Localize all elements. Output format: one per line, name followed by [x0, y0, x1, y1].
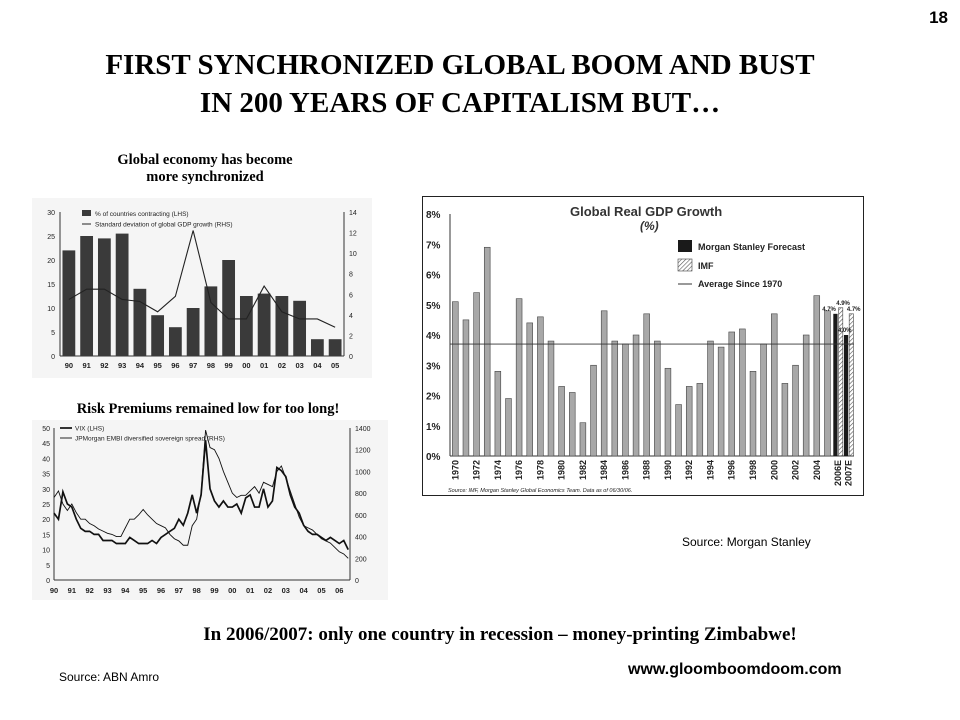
bottom-statement: In 2006/2007: only one country in recession – money-printing Zimbabwe! — [203, 624, 797, 645]
y-tick-label: 0 — [51, 354, 55, 361]
bar-contracting — [258, 294, 271, 356]
x-tick-label: 1998 — [748, 460, 758, 481]
bar-actual-1983 — [591, 365, 597, 456]
bar-actual-1971 — [463, 320, 469, 456]
x-tick-label: 01 — [245, 586, 255, 595]
line-embi-spread — [54, 430, 348, 558]
legend-label-ms-forecast: Morgan Stanley Forecast — [698, 242, 806, 252]
x-tick-label: 05 — [317, 586, 326, 595]
legend-swatch-ms-forecast — [678, 240, 692, 252]
risk-premium-chart — [32, 420, 388, 600]
x-tick-label: 1974 — [492, 460, 503, 481]
legend-label-std-deviation: Standard deviation of global GDP growth (RHS) — [95, 221, 233, 229]
y-tick-label: 15 — [47, 282, 55, 289]
source-abn-amro: Source: ABN Amro — [59, 670, 160, 684]
bar-actual-2000 — [771, 314, 777, 456]
page-number: 18 — [929, 8, 948, 27]
x-tick-label: 95 — [153, 361, 162, 370]
x-tick-label: 97 — [188, 361, 198, 370]
x-tick-label: 90 — [49, 586, 59, 595]
bar-actual-2003 — [803, 335, 809, 456]
bar-actual-1972 — [474, 293, 480, 456]
y-right-tick-label: 1000 — [355, 469, 371, 477]
y-right-tick-label: 0 — [355, 578, 359, 585]
bar-actual-1988 — [644, 314, 650, 456]
y-tick-label: 50 — [42, 426, 50, 433]
x-tick-label: 94 — [121, 586, 130, 595]
legend-swatch-contracting — [82, 210, 91, 216]
x-tick-label: 04 — [313, 361, 322, 370]
x-tick-label: 04 — [299, 586, 308, 595]
bar-contracting — [98, 238, 111, 356]
y-right-tick-label: 200 — [355, 556, 367, 564]
x-tick-label: 1970 — [450, 460, 461, 481]
y-tick-label: 15 — [42, 532, 50, 540]
x-tick-label: 1982 — [577, 460, 588, 481]
chart-subtitle: (%) — [640, 219, 659, 233]
bar-actual-1986 — [622, 344, 628, 456]
x-tick-label: 03 — [295, 361, 304, 370]
bar-ms-forecast-2006E — [833, 314, 837, 456]
chart-title: Global Real GDP Growth — [570, 204, 723, 219]
contracting-countries-chart — [32, 198, 372, 378]
x-tick-label: 98 — [206, 361, 216, 370]
y-tick-label: 3% — [426, 361, 441, 373]
bar-contracting — [62, 250, 75, 356]
bar-actual-1997 — [739, 329, 745, 456]
y-right-tick-label: 600 — [355, 512, 367, 520]
x-tick-label: 90 — [64, 361, 74, 370]
bar-actual-1978 — [537, 317, 543, 456]
annotation-2006-ms: 4.7% — [822, 306, 836, 313]
x-tick-label: 2006E — [833, 460, 844, 487]
y-tick-label: 20 — [42, 517, 50, 525]
y-tick-label: 30 — [47, 210, 55, 217]
bar-contracting — [311, 339, 324, 356]
x-tick-label: 92 — [100, 361, 109, 370]
bar-contracting — [293, 301, 306, 356]
y-tick-label: 20 — [47, 258, 55, 265]
y-right-tick-label: 1400 — [355, 426, 371, 433]
bar-contracting — [169, 327, 182, 356]
bar-actual-1995 — [718, 347, 724, 456]
y-right-tick-label: 800 — [355, 491, 367, 499]
chart2-caption: Risk Premiums remained low for too long! — [76, 401, 340, 417]
bar-actual-1979 — [548, 341, 554, 456]
y-tick-label: 5 — [51, 330, 55, 337]
y-right-tick-label: 12 — [349, 230, 357, 238]
y-right-tick-label: 2 — [349, 333, 353, 341]
chart1-caption-line-1: Global economy has become — [117, 152, 293, 168]
bar-actual-1987 — [633, 335, 639, 456]
y-tick-label: 0% — [426, 452, 441, 463]
x-tick-label: 1972 — [471, 460, 482, 481]
y-right-tick-label: 10 — [349, 251, 357, 259]
y-tick-label: 6% — [426, 270, 441, 282]
bar-actual-1984 — [601, 311, 607, 456]
y-right-tick-label: 0 — [349, 354, 353, 361]
y-tick-label: 25 — [42, 502, 50, 509]
chart1-caption — [70, 152, 340, 186]
bar-contracting — [151, 315, 164, 356]
y-tick-label: 2% — [426, 391, 441, 403]
x-tick-label: 05 — [330, 361, 340, 370]
global-gdp-growth-chart — [422, 196, 864, 496]
y-tick-label: 30 — [42, 486, 50, 494]
title-line-2: IN 200 YEARS OF CAPITALISM BUT… — [199, 87, 721, 119]
x-tick-label: 1992 — [684, 460, 695, 481]
bar-contracting — [80, 236, 93, 356]
bar-actual-2005 — [824, 311, 830, 456]
x-tick-label: 02 — [263, 586, 273, 595]
x-tick-label: 99 — [210, 586, 219, 595]
y-tick-label: 1% — [426, 421, 441, 433]
bar-actual-1994 — [708, 341, 714, 456]
x-tick-label: 00 — [242, 361, 251, 370]
x-tick-label: 2007E — [843, 460, 854, 487]
y-right-tick-label: 14 — [349, 210, 357, 217]
bar-actual-2002 — [793, 365, 799, 456]
bar-actual-1973 — [484, 247, 490, 456]
y-tick-label: 4% — [426, 331, 441, 342]
bar-contracting — [240, 296, 253, 356]
page-title — [20, 46, 900, 122]
x-tick-label: 1996 — [726, 460, 737, 481]
legend-label-embi-spread: JPMorgan EMBI diversified sovereign spread (RHS) — [75, 435, 225, 443]
x-tick-label: 1988 — [641, 460, 652, 481]
x-tick-label: 97 — [174, 586, 183, 595]
bar-actual-2001 — [782, 383, 788, 456]
bar-actual-1976 — [516, 299, 522, 456]
bar-actual-1993 — [697, 383, 703, 456]
source-morgan-stanley: Source: Morgan Stanley — [682, 535, 811, 549]
x-tick-label: 91 — [67, 586, 77, 595]
x-tick-label: 2002 — [790, 460, 801, 481]
y-tick-label: 7% — [426, 240, 441, 252]
x-tick-label: 00 — [228, 586, 237, 595]
bar-actual-1999 — [761, 344, 767, 456]
x-tick-label: 2004 — [811, 460, 822, 481]
x-tick-label: 06 — [335, 586, 344, 595]
bar-imf-2007E — [849, 314, 853, 456]
bar-actual-1975 — [506, 399, 512, 456]
bar-actual-1977 — [527, 323, 533, 456]
y-tick-label: 45 — [42, 441, 50, 449]
website-link[interactable]: www.gloomboomdoom.com — [628, 661, 842, 678]
x-tick-label: 1980 — [556, 460, 567, 481]
x-tick-label: 2000 — [769, 460, 780, 481]
x-tick-label: 1986 — [620, 460, 631, 481]
x-tick-label: 01 — [259, 361, 269, 370]
bar-actual-1970 — [452, 302, 458, 456]
bar-actual-1981 — [569, 392, 575, 456]
annotation-2007-ms: 4.0% — [837, 328, 852, 334]
y-right-tick-label: 4 — [349, 312, 353, 320]
y-tick-label: 0 — [46, 578, 50, 585]
x-tick-label: 93 — [117, 361, 127, 370]
x-tick-label: 95 — [138, 586, 148, 595]
bar-contracting — [329, 339, 342, 356]
bar-contracting — [187, 308, 200, 356]
y-tick-label: 10 — [42, 547, 50, 555]
x-tick-label: 1990 — [662, 460, 673, 481]
y-tick-label: 5 — [46, 562, 50, 570]
legend-label-contracting: % of countries contracting (LHS) — [95, 211, 189, 218]
bar-actual-1990 — [665, 368, 671, 456]
x-tick-label: 1994 — [705, 460, 716, 481]
bar-actual-1985 — [612, 341, 618, 456]
legend-label-vix: VIX (LHS) — [75, 425, 105, 433]
bar-contracting — [133, 289, 146, 356]
x-tick-label: 1978 — [535, 460, 546, 481]
y-right-tick-label: 8 — [349, 271, 353, 279]
annotation-2006-imf: 4.9% — [836, 300, 850, 307]
bar-actual-2004 — [814, 296, 820, 456]
bar-actual-1998 — [750, 371, 756, 456]
y-tick-label: 10 — [47, 306, 55, 313]
title-line-1: FIRST SYNCHRONIZED GLOBAL BOOM AND BUST — [105, 49, 815, 81]
y-tick-label: 35 — [42, 471, 50, 479]
x-tick-label: 91 — [82, 361, 91, 370]
chart1-caption-line-2: more synchronized — [146, 169, 264, 185]
bar-actual-1980 — [559, 386, 565, 456]
legend-label-average: Average Since 1970 — [698, 279, 783, 289]
y-tick-label: 5% — [426, 300, 441, 312]
x-tick-label: 92 — [85, 586, 94, 595]
bar-contracting — [204, 286, 217, 356]
bar-actual-1992 — [686, 386, 692, 456]
bar-actual-1996 — [729, 332, 735, 456]
x-tick-label: 93 — [103, 586, 112, 595]
bar-contracting — [116, 234, 129, 356]
x-tick-label: 02 — [277, 361, 287, 370]
annotation-2007-imf: 4.7% — [846, 306, 861, 313]
x-tick-label: 1984 — [599, 460, 610, 481]
bar-actual-1989 — [654, 341, 660, 456]
bar-ms-forecast-2007E — [844, 335, 848, 456]
chart-source-note: Source: IMF, Morgan Stanley Global Economics Team. Data as of 06/30/06. — [448, 488, 633, 494]
bar-actual-1982 — [580, 423, 586, 456]
x-tick-label: 94 — [135, 361, 145, 370]
x-tick-label: 96 — [171, 361, 180, 370]
legend-label-imf: IMF — [698, 261, 714, 271]
y-right-tick-label: 6 — [349, 292, 353, 300]
x-tick-label: 96 — [156, 586, 166, 595]
x-tick-label: 1976 — [514, 460, 525, 481]
bar-actual-1974 — [495, 371, 501, 456]
bar-contracting — [222, 260, 235, 356]
bar-actual-1991 — [676, 405, 682, 456]
y-right-tick-label: 400 — [355, 534, 367, 542]
y-tick-label: 40 — [42, 456, 50, 464]
x-tick-label: 03 — [281, 586, 290, 595]
y-tick-label: 8% — [426, 210, 441, 221]
y-tick-label: 25 — [47, 234, 55, 241]
legend-swatch-imf — [678, 259, 692, 271]
y-right-tick-label: 1200 — [355, 447, 371, 455]
x-tick-label: 99 — [224, 361, 233, 370]
x-tick-label: 98 — [192, 586, 201, 595]
